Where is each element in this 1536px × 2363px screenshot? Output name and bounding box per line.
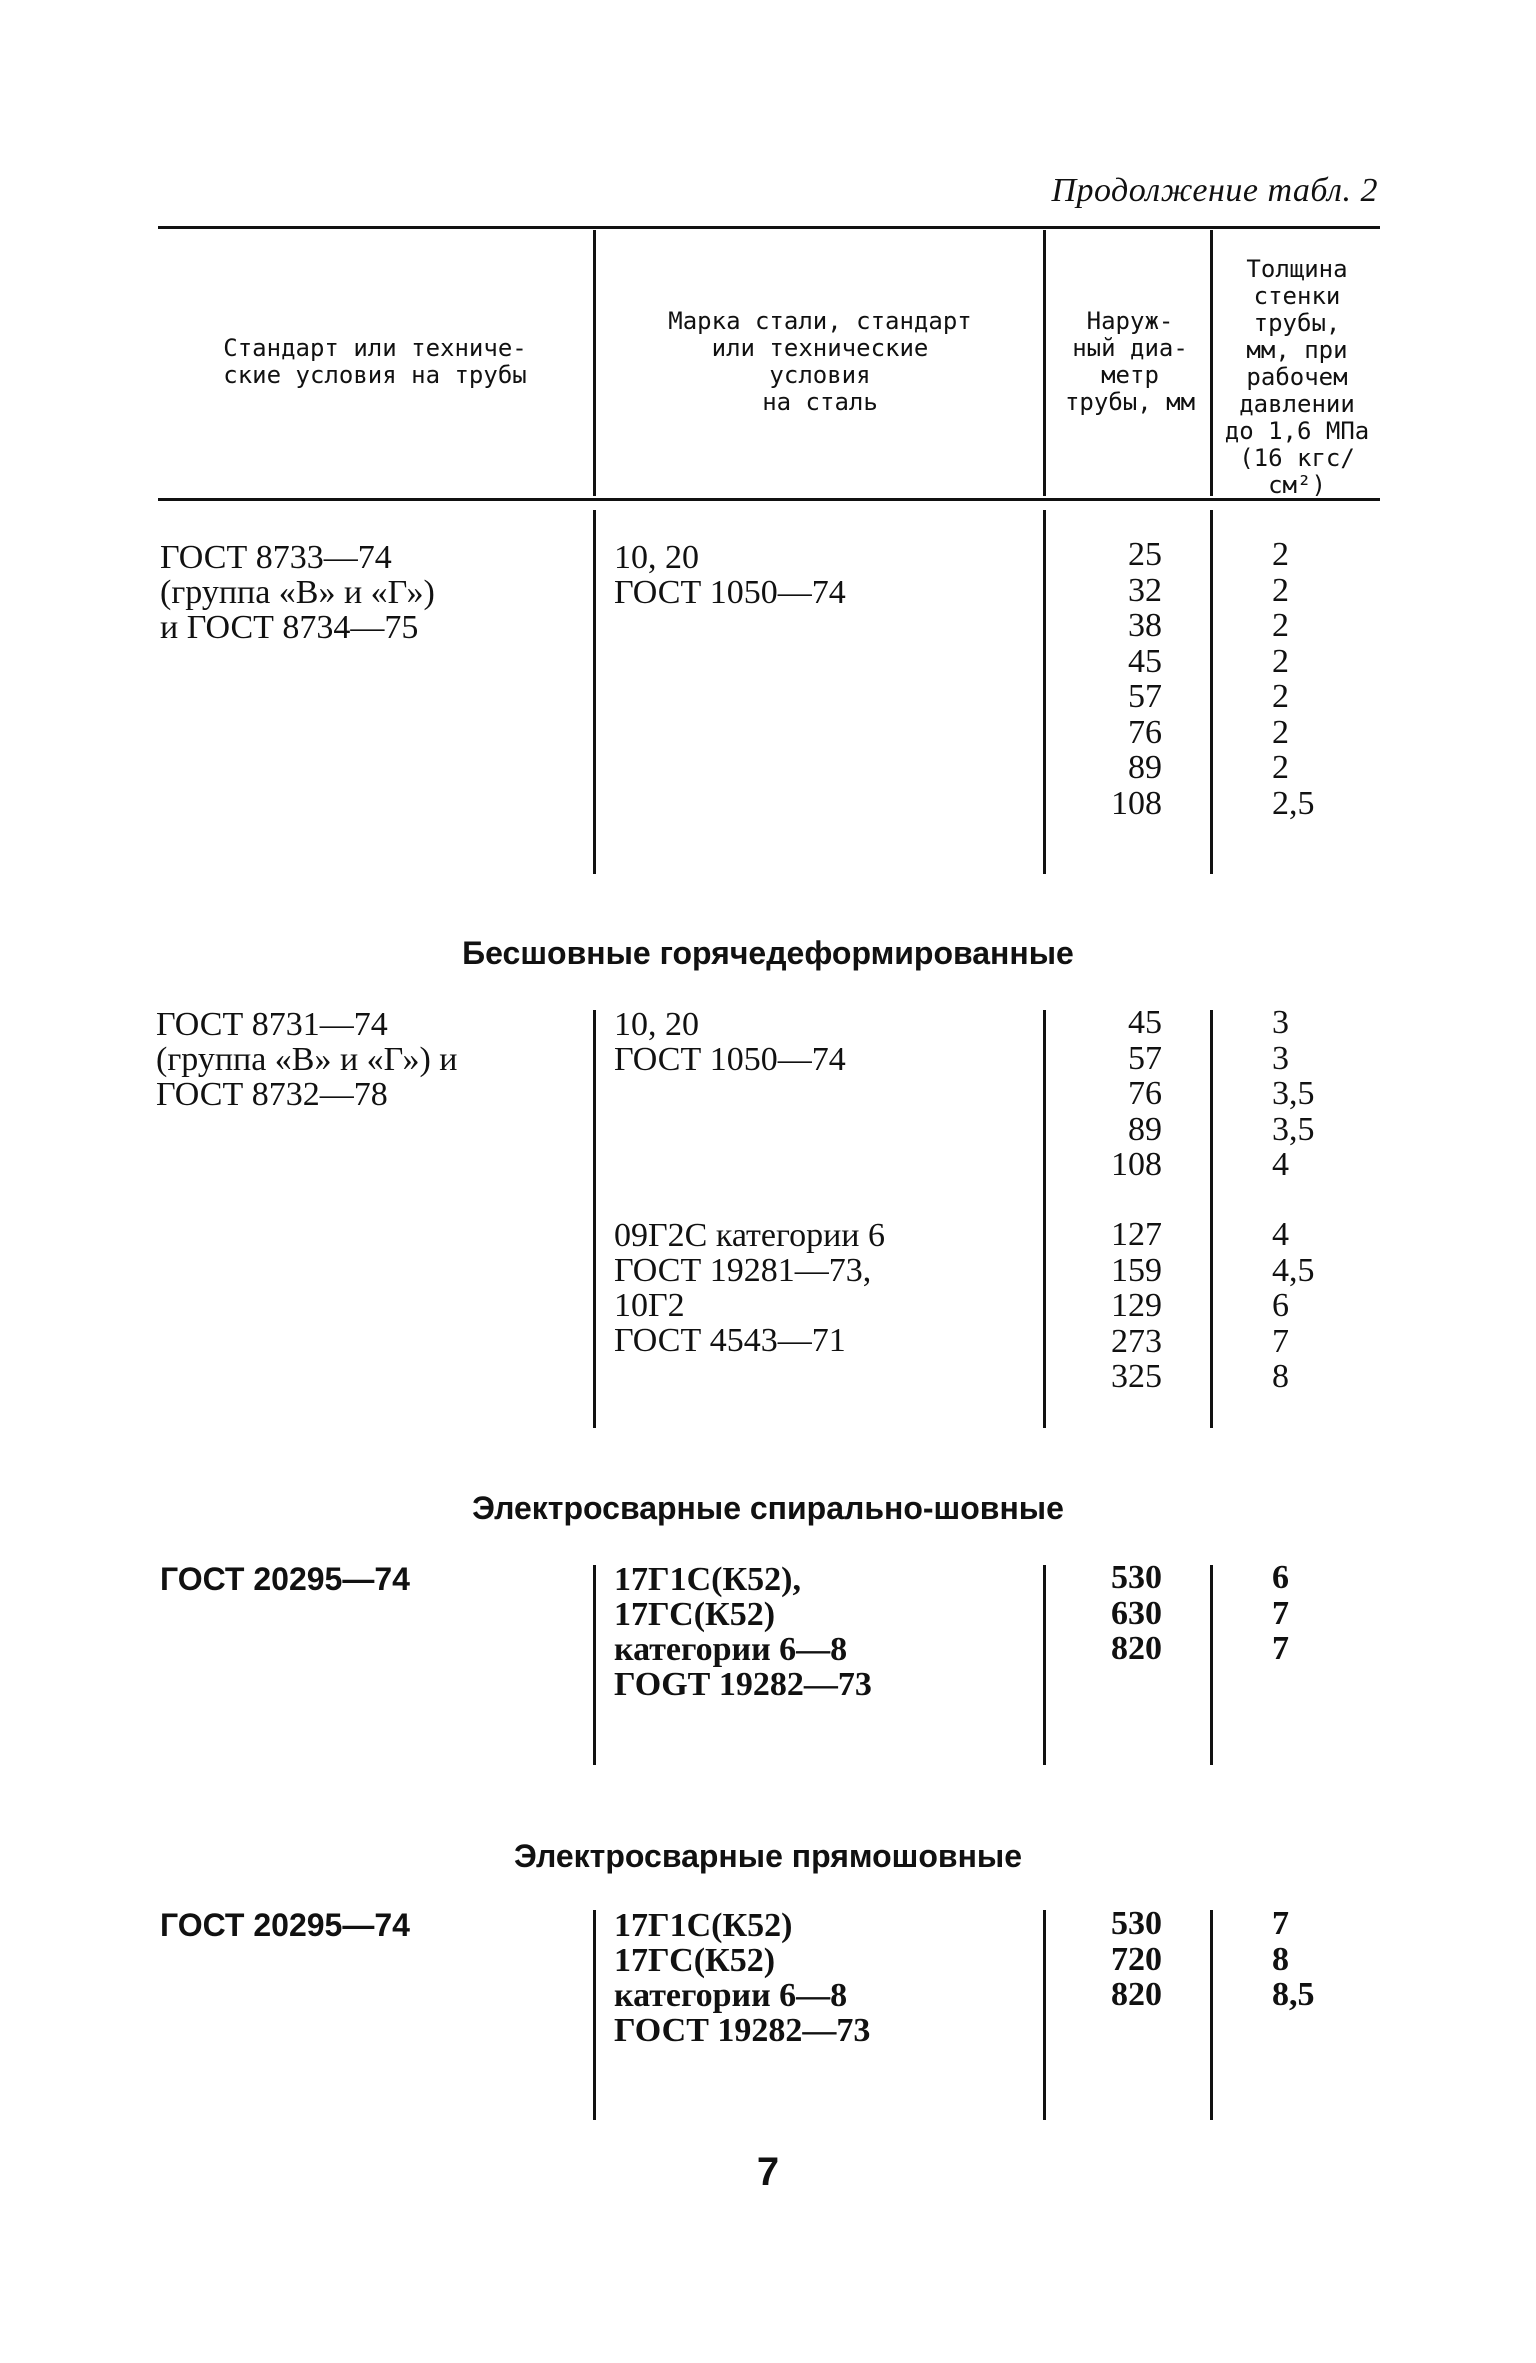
section3-standard: ГОСТ 20295—74: [160, 1561, 410, 1597]
header-separator-1: [593, 230, 596, 496]
header-wall-thickness: Толщина стенки трубы, мм, при рабочем давлении до 1,6 МПа (16 кгс/см²): [1224, 255, 1370, 499]
section2-steel-a: 10, 20 ГОСТ 1050—74: [614, 1006, 846, 1078]
section2-separator-3: [1210, 1010, 1213, 1428]
group1-separator-3: [1210, 510, 1213, 874]
section2-standard: ГОСТ 8731—74 (группа «В» и «Г») и ГОСТ 8732—78: [156, 1006, 458, 1113]
table-caption: Продолжение табл. 2: [1051, 172, 1378, 209]
header-separator-2: [1043, 230, 1046, 496]
section4-diameters: 530 720 820: [1111, 1905, 1162, 2013]
section4-steel: 17Г1С(К52) 17ГС(К52) категории 6—8 ГОСТ 19282—73: [614, 1907, 871, 2049]
group1-standard: ГОСТ 8733—74 (группа «В» и «Г») и ГОСТ 8734—75: [160, 539, 435, 646]
section4-separator-3: [1210, 1910, 1213, 2120]
section2-separator-1: [593, 1010, 596, 1428]
header-top-rule: [158, 226, 1380, 229]
section-spiral-weld-title: Электросварные спирально-шовные: [472, 1490, 1064, 1526]
group1-thickness: 2 2 2 2 2 2 2 2,5: [1272, 536, 1315, 822]
section4-thickness: 7 8 8,5: [1272, 1905, 1315, 2013]
section3-steel: 17Г1С(К52), 17ГС(К52) категории 6—8 ГОGТ 19282—73: [614, 1561, 872, 1703]
section3-thickness: 6 7 7: [1272, 1559, 1289, 1667]
group1-steel: 10, 20 ГОСТ 1050—74: [614, 539, 846, 611]
header-steel-grade: Марка стали, стандарт или технические условия на сталь: [668, 307, 972, 416]
group1-diameters: 25 32 38 45 57 76 89 108: [1111, 536, 1162, 822]
header-outer-diameter: Наруж- ный диа- метр трубы, мм: [1064, 307, 1196, 416]
section2-thickness-a: 3 3 3,5 3,5 4: [1272, 1004, 1315, 1183]
page-number: 7: [756, 2150, 780, 2194]
section2-steel-b: 09Г2С категории 6 ГОСТ 19281—73, 10Г2 ГОСТ 4543—71: [614, 1217, 885, 1359]
section4-standard: ГОСТ 20295—74: [160, 1907, 410, 1943]
section2-diameters-b: 127 159 129 273 325: [1111, 1216, 1162, 1395]
section-seamless-hot-title: Бесшовные горячедеформированные: [462, 935, 1074, 971]
header-standard: Стандарт или техниче- ские условия на трубы: [223, 334, 527, 389]
header-separator-3: [1210, 230, 1213, 496]
section3-separator-3: [1210, 1565, 1213, 1765]
group1-separator-1: [593, 510, 596, 874]
section2-diameters-a: 45 57 76 89 108: [1111, 1004, 1162, 1183]
section2-thickness-b: 4 4,5 6 7 8: [1272, 1216, 1315, 1395]
section4-separator-1: [593, 1910, 596, 2120]
header-bottom-rule: [158, 498, 1380, 501]
section-straight-weld-title: Электросварные прямошовные: [513, 1838, 1023, 1874]
section3-separator-1: [593, 1565, 596, 1765]
section3-diameters: 530 630 820: [1111, 1559, 1162, 1667]
